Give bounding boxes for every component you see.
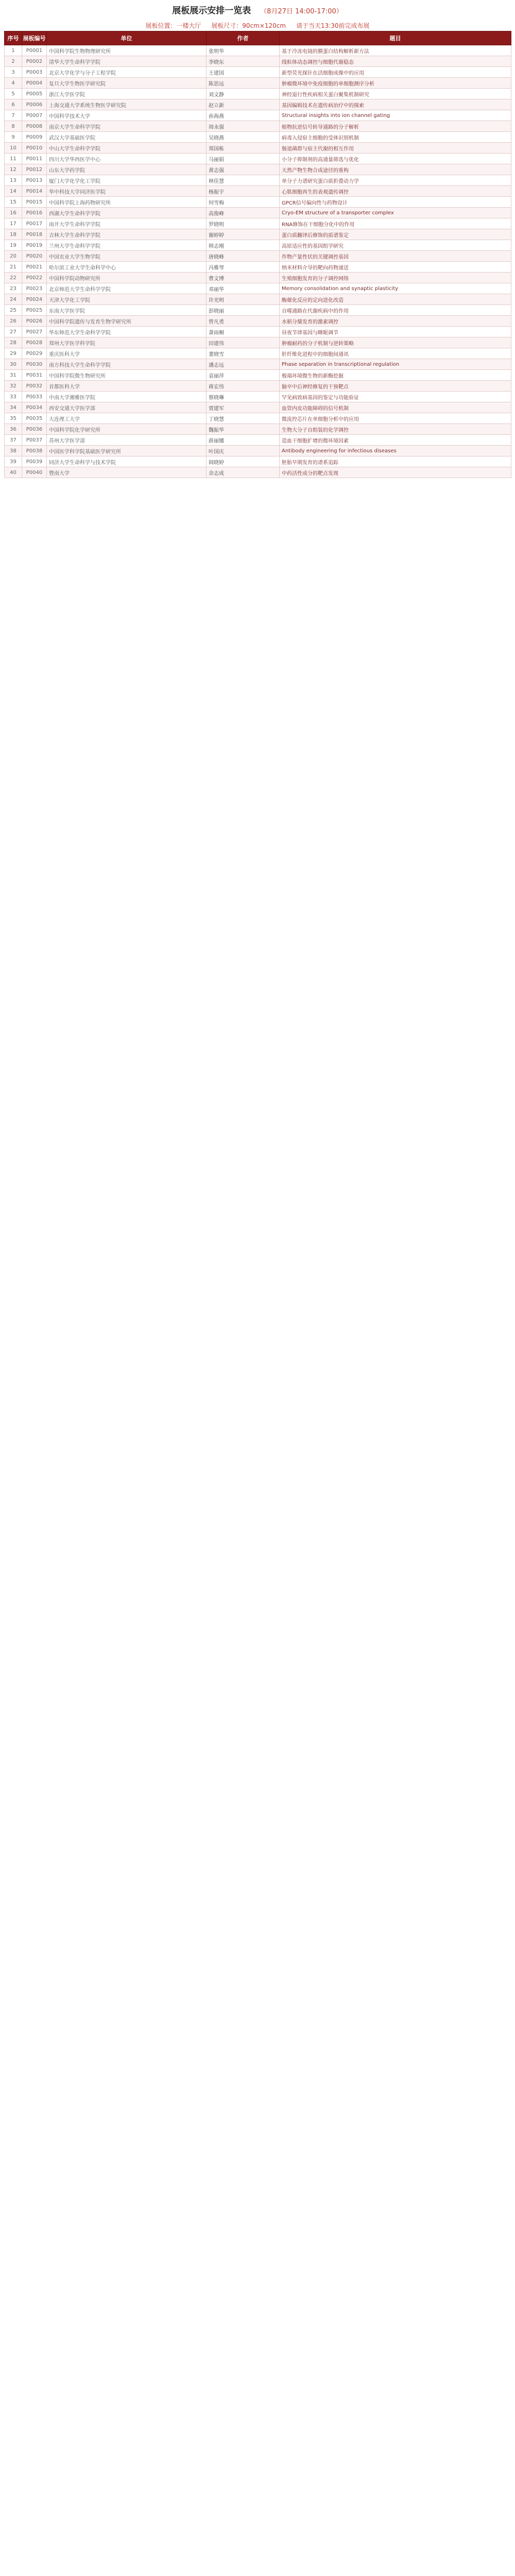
row-author: 周永强 <box>207 121 280 132</box>
row-code: P0033 <box>22 392 47 402</box>
row-code: P0035 <box>22 413 47 424</box>
row-topic: 肿瘤微环境中免疫细胞的单细胞测序分析 <box>280 78 511 89</box>
column-header-index: 序号 <box>5 31 22 45</box>
row-unit: 西湖大学生命科学学院 <box>47 208 207 218</box>
row-topic: 胚胎早期发育的谱系追踪 <box>280 456 511 467</box>
row-author: 袁丽萍 <box>207 370 280 381</box>
row-unit: 东南大学医学院 <box>47 305 207 316</box>
table-row <box>5 56 511 67</box>
row-unit: 中国科学院化学研究所 <box>47 424 207 435</box>
row-topic: 心肌细胞再生的表观遗传调控 <box>280 186 511 197</box>
table-header-row <box>5 31 511 45</box>
row-index: 18 <box>5 229 22 240</box>
row-unit: 厦门大学化学化工学院 <box>47 175 207 186</box>
table-row <box>5 89 511 99</box>
table-row <box>5 218 511 229</box>
row-unit: 重庆医科大学 <box>47 348 207 359</box>
table-row <box>5 121 511 132</box>
row-code: P0003 <box>22 67 47 78</box>
row-author: 刘文静 <box>207 89 280 99</box>
row-code: P0005 <box>22 89 47 99</box>
row-topic: RNA修饰在干细胞分化中的作用 <box>280 218 511 229</box>
row-unit: 中南大学湘雅医学院 <box>47 392 207 402</box>
row-index: 24 <box>5 294 22 305</box>
row-topic: 血管内皮功能障碍的信号机制 <box>280 402 511 413</box>
table-row <box>5 337 511 348</box>
row-index: 32 <box>5 381 22 392</box>
row-topic: 罕见病致病基因的鉴定与功能验证 <box>280 392 511 402</box>
row-unit: 南京大学生命科学学院 <box>47 121 207 132</box>
row-index: 20 <box>5 251 22 262</box>
row-code: P0019 <box>22 240 47 251</box>
row-topic: 病毒入侵宿主细胞的受体识别机制 <box>280 132 511 143</box>
table-row <box>5 424 511 435</box>
row-code: P0032 <box>22 381 47 392</box>
row-index: 7 <box>5 110 22 121</box>
row-code: P0038 <box>22 446 47 456</box>
row-unit: 清华大学生命科学学院 <box>47 56 207 67</box>
row-code: P0006 <box>22 99 47 110</box>
row-topic: 酶催化反应的定向进化改造 <box>280 294 511 305</box>
column-header-author: 作者 <box>207 31 280 45</box>
column-header-topic: 题目 <box>280 31 511 45</box>
row-unit: 大连理工大学 <box>47 413 207 424</box>
row-index: 29 <box>5 348 22 359</box>
row-code: P0023 <box>22 283 47 294</box>
row-code: P0010 <box>22 143 47 154</box>
row-author: 郑国栋 <box>207 143 280 154</box>
row-index: 8 <box>5 121 22 132</box>
row-index: 3 <box>5 67 22 78</box>
row-code: P0034 <box>22 402 47 413</box>
row-code: P0025 <box>22 305 47 316</box>
table-row <box>5 78 511 89</box>
table-row <box>5 229 511 240</box>
row-code: P0029 <box>22 348 47 359</box>
row-author: 萧雨桐 <box>207 327 280 337</box>
row-index: 26 <box>5 316 22 327</box>
table-row <box>5 143 511 154</box>
row-topic: 中药活性成分的靶点发现 <box>280 467 511 478</box>
table-row <box>5 392 511 402</box>
row-author: 罗晓明 <box>207 218 280 229</box>
row-topic: 基于冷冻电镜的膜蛋白结构解析新方法 <box>280 45 511 56</box>
row-author: 魏振华 <box>207 424 280 435</box>
row-index: 35 <box>5 413 22 424</box>
row-author: 薛丽娜 <box>207 435 280 446</box>
row-unit: 天津大学化工学院 <box>47 294 207 305</box>
row-unit: 中国科学技术大学 <box>47 110 207 121</box>
row-topic: 生物大分子自组装的化学调控 <box>280 424 511 435</box>
row-author: 叶国庆 <box>207 446 280 456</box>
table-row <box>5 327 511 337</box>
row-unit: 中国农业大学生物学院 <box>47 251 207 262</box>
table-row <box>5 110 511 121</box>
row-author: 董晓雪 <box>207 348 280 359</box>
row-code: P0014 <box>22 186 47 197</box>
row-code: P0017 <box>22 218 47 229</box>
row-unit: 首都医科大学 <box>47 381 207 392</box>
table-row <box>5 154 511 164</box>
row-unit: 中国科学院遗传与发育生物学研究所 <box>47 316 207 327</box>
table-row <box>5 467 511 478</box>
row-code: P0024 <box>22 294 47 305</box>
row-code: P0036 <box>22 424 47 435</box>
row-topic: 神经退行性疾病相关蛋白聚集机制研究 <box>280 89 511 99</box>
row-topic: 新型荧光探针在活细胞成像中的应用 <box>280 67 511 78</box>
row-code: P0018 <box>22 229 47 240</box>
row-index: 33 <box>5 392 22 402</box>
row-author: 许光明 <box>207 294 280 305</box>
row-unit: 中国科学院微生物研究所 <box>47 370 207 381</box>
row-index: 21 <box>5 262 22 273</box>
row-code: P0012 <box>22 164 47 175</box>
row-index: 37 <box>5 435 22 446</box>
row-index: 19 <box>5 240 22 251</box>
table-row <box>5 402 511 413</box>
row-code: P0039 <box>22 456 47 467</box>
row-unit: 北京大学化学与分子工程学院 <box>47 67 207 78</box>
table-row <box>5 370 511 381</box>
info-size: 展板尺寸：90cm×120cm <box>211 22 286 29</box>
row-topic: 线粒体动态调控与细胞代谢稳态 <box>280 56 511 67</box>
row-code: P0022 <box>22 273 47 283</box>
row-topic: 作物产量性状的关键调控基因 <box>280 251 511 262</box>
row-topic: 单分子力谱研究蛋白质折叠动力学 <box>280 175 511 186</box>
row-index: 15 <box>5 197 22 208</box>
row-topic: Cryo-EM structure of a transporter complex <box>280 208 511 218</box>
row-topic: 水稻分蘖发育的激素调控 <box>280 316 511 327</box>
row-author: 丁晓慧 <box>207 413 280 424</box>
row-index: 40 <box>5 467 22 478</box>
row-topic: 基因编辑技术在遗传病治疗中的探索 <box>280 99 511 110</box>
row-author: 彭晓丽 <box>207 305 280 316</box>
row-unit: 武汉大学基础医学院 <box>47 132 207 143</box>
row-author: 林佳慧 <box>207 175 280 186</box>
row-topic: 高原适应性的基因组学研究 <box>280 240 511 251</box>
row-index: 9 <box>5 132 22 143</box>
row-code: P0031 <box>22 370 47 381</box>
row-author: 谢婷婷 <box>207 229 280 240</box>
title-text: 展板展示安排一览表 <box>172 6 251 16</box>
row-code: P0027 <box>22 327 47 337</box>
table-row <box>5 175 511 186</box>
row-index: 34 <box>5 402 22 413</box>
row-unit: 华中科技大学同济医学院 <box>47 186 207 197</box>
row-index: 39 <box>5 456 22 467</box>
row-unit: 暨南大学 <box>47 467 207 478</box>
row-author: 何雪梅 <box>207 197 280 208</box>
row-topic: Antibody engineering for infectious diseases <box>280 446 511 456</box>
table-row <box>5 359 511 370</box>
table-row <box>5 456 511 467</box>
table-row <box>5 251 511 262</box>
table-row <box>5 435 511 446</box>
table-row <box>5 413 511 424</box>
row-author: 李晓东 <box>207 56 280 67</box>
row-index: 4 <box>5 78 22 89</box>
table-row <box>5 262 511 273</box>
info-deadline: 请于当天13:30前完成布展 <box>296 22 370 29</box>
row-topic: 植物抗逆信号转导通路的分子解析 <box>280 121 511 132</box>
row-author: 田建伟 <box>207 337 280 348</box>
row-unit: 吉林大学生命科学学院 <box>47 229 207 240</box>
row-author: 韩志刚 <box>207 240 280 251</box>
table-row <box>5 197 511 208</box>
table-row <box>5 208 511 218</box>
row-topic: Memory consolidation and synaptic plasticity <box>280 283 511 294</box>
info-location: 展板位置：一楼大厅 <box>145 22 201 29</box>
row-author: 赵立新 <box>207 99 280 110</box>
row-author: 曹文博 <box>207 273 280 283</box>
row-unit: 哈尔滨工业大学生命科学中心 <box>47 262 207 273</box>
row-author: 陈思远 <box>207 78 280 89</box>
row-index: 16 <box>5 208 22 218</box>
row-author: 冯雅琴 <box>207 262 280 273</box>
row-code: P0004 <box>22 78 47 89</box>
title-subtitle: （8月27日 14:00-17:00） <box>260 8 343 15</box>
row-code: P0021 <box>22 262 47 273</box>
table-row <box>5 283 511 294</box>
row-index: 27 <box>5 327 22 337</box>
table-row <box>5 99 511 110</box>
row-index: 13 <box>5 175 22 186</box>
row-code: P0026 <box>22 316 47 327</box>
row-code: P0016 <box>22 208 47 218</box>
row-topic: 肝纤维化进程中的细胞间通讯 <box>280 348 511 359</box>
page-title <box>0 0 515 18</box>
row-unit: 西安交通大学医学部 <box>47 402 207 413</box>
row-unit: 中国医学科学院基础医学研究所 <box>47 446 207 456</box>
row-topic: 肿瘤耐药的分子机制与逆转策略 <box>280 337 511 348</box>
table-row <box>5 381 511 392</box>
table-row <box>5 240 511 251</box>
row-author: 邓丽华 <box>207 283 280 294</box>
row-index: 28 <box>5 337 22 348</box>
row-author: 马丽娟 <box>207 154 280 164</box>
row-unit: 复旦大学生物医学研究院 <box>47 78 207 89</box>
row-code: P0013 <box>22 175 47 186</box>
row-code: P0028 <box>22 337 47 348</box>
row-topic: 生殖细胞发育的分子调控网络 <box>280 273 511 283</box>
row-unit: 四川大学华西医学中心 <box>47 154 207 164</box>
poster-table-wrapper <box>4 31 511 478</box>
row-code: P0030 <box>22 359 47 370</box>
row-author: 蒋宏伟 <box>207 381 280 392</box>
row-topic: 自噬通路在代谢疾病中的作用 <box>280 305 511 316</box>
row-topic: Structural insights into ion channel gating <box>280 110 511 121</box>
row-unit: 南开大学生命科学学院 <box>47 218 207 229</box>
row-topic: 蛋白质翻译后修饰的质谱鉴定 <box>280 229 511 240</box>
row-unit: 苏州大学医学部 <box>47 435 207 446</box>
row-code: P0002 <box>22 56 47 67</box>
column-header-code: 展板编号 <box>22 31 47 45</box>
row-code: P0037 <box>22 435 47 446</box>
row-unit: 兰州大学生命科学学院 <box>47 240 207 251</box>
row-author: 杨振宇 <box>207 186 280 197</box>
row-code: P0007 <box>22 110 47 121</box>
row-index: 6 <box>5 99 22 110</box>
table-row <box>5 446 511 456</box>
row-unit: 郑州大学医学科学院 <box>47 337 207 348</box>
row-author: 吴晓燕 <box>207 132 280 143</box>
table-row <box>5 67 511 78</box>
row-topic: 肠道菌群与宿主代谢的相互作用 <box>280 143 511 154</box>
row-unit: 浙江大学医学院 <box>47 89 207 99</box>
table-body <box>5 45 511 478</box>
row-index: 12 <box>5 164 22 175</box>
row-topic: Phase separation in transcriptional regulation <box>280 359 511 370</box>
row-code: P0001 <box>22 45 47 56</box>
row-unit: 南方科技大学生命科学学院 <box>47 359 207 370</box>
row-author: 贾建军 <box>207 402 280 413</box>
table-row <box>5 132 511 143</box>
row-index: 22 <box>5 273 22 283</box>
row-unit: 山东大学药学院 <box>47 164 207 175</box>
row-unit: 中山大学生命科学学院 <box>47 143 207 154</box>
row-unit: 中国科学院生物物理研究所 <box>47 45 207 56</box>
row-index: 1 <box>5 45 22 56</box>
row-author: 孙海燕 <box>207 110 280 121</box>
row-topic: 小分子抑制剂的高通量筛选与优化 <box>280 154 511 164</box>
row-index: 36 <box>5 424 22 435</box>
row-author: 王建国 <box>207 67 280 78</box>
row-index: 25 <box>5 305 22 316</box>
row-index: 38 <box>5 446 22 456</box>
row-topic: 脑卒中后神经修复的干预靶点 <box>280 381 511 392</box>
row-unit: 中国科学院动物研究所 <box>47 273 207 283</box>
row-unit: 华东师范大学生命科学学院 <box>47 327 207 337</box>
table-row <box>5 164 511 175</box>
header-info <box>0 22 515 30</box>
table-row <box>5 316 511 327</box>
table-row <box>5 273 511 283</box>
row-index: 10 <box>5 143 22 154</box>
row-index: 5 <box>5 89 22 99</box>
row-index: 14 <box>5 186 22 197</box>
row-topic: GPCR信号偏向性与药物设计 <box>280 197 511 208</box>
row-index: 23 <box>5 283 22 294</box>
row-author: 唐晓峰 <box>207 251 280 262</box>
table-row <box>5 186 511 197</box>
poster-table <box>4 31 511 478</box>
row-author: 蔡晓琳 <box>207 392 280 402</box>
row-index: 30 <box>5 359 22 370</box>
row-index: 17 <box>5 218 22 229</box>
table-row <box>5 305 511 316</box>
table-row <box>5 294 511 305</box>
table-row <box>5 348 511 359</box>
row-topic: 微流控芯片在单细胞分析中的应用 <box>280 413 511 424</box>
row-topic: 昼夜节律基因与睡眠调节 <box>280 327 511 337</box>
row-author: 黄志强 <box>207 164 280 175</box>
row-code: P0040 <box>22 467 47 478</box>
row-author: 高俊峰 <box>207 208 280 218</box>
row-index: 11 <box>5 154 22 164</box>
row-topic: 天然产物生物合成途径的重构 <box>280 164 511 175</box>
row-topic: 纳米材料介导的靶向药物递送 <box>280 262 511 273</box>
row-author: 阎晓婷 <box>207 456 280 467</box>
row-topic: 极端环境微生物的新酶挖掘 <box>280 370 511 381</box>
row-index: 31 <box>5 370 22 381</box>
row-author: 余志成 <box>207 467 280 478</box>
table-row <box>5 45 511 56</box>
row-code: P0009 <box>22 132 47 143</box>
row-code: P0008 <box>22 121 47 132</box>
row-index: 2 <box>5 56 22 67</box>
row-unit: 中国科学院上海药物研究所 <box>47 197 207 208</box>
row-author: 潘志远 <box>207 359 280 370</box>
row-unit: 上海交通大学系统生物医学研究院 <box>47 99 207 110</box>
row-code: P0011 <box>22 154 47 164</box>
row-topic: 造血干细胞扩增的微环境因素 <box>280 435 511 446</box>
column-header-unit: 单位 <box>47 31 207 45</box>
row-code: P0015 <box>22 197 47 208</box>
row-author: 张明华 <box>207 45 280 56</box>
row-code: P0020 <box>22 251 47 262</box>
row-unit: 同济大学生命科学与技术学院 <box>47 456 207 467</box>
row-author: 曾凡勇 <box>207 316 280 327</box>
row-unit: 北京师范大学生命科学学院 <box>47 283 207 294</box>
